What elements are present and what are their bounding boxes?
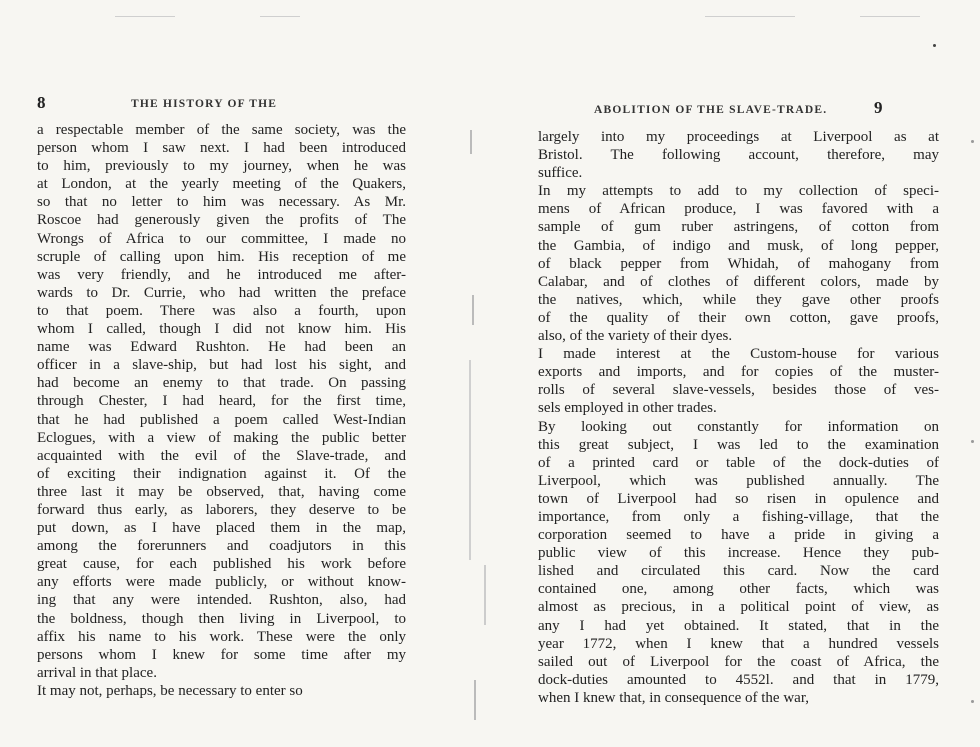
text-line: officer in a slave-ship, but had lost his sight, and (37, 357, 406, 374)
text-line: name was Edward Rushton. He had been an (37, 339, 406, 356)
text-line: acquainted with the evil of the Slave-trade, and (37, 447, 406, 464)
text-line: By looking out constantly for information on (538, 418, 939, 435)
text-line: rolls of several slave-vessels, besides those of ves- (538, 382, 939, 399)
page-number: 8 (37, 93, 46, 112)
text-line: three last it may be observed, that, having come (37, 483, 406, 500)
text-line: Eclogues, with a view of making the public better (37, 429, 406, 446)
text-line: so that no letter to him was necessary. As Mr. (37, 194, 406, 211)
text-line: Roscoe had generously given the profits of The (37, 212, 406, 229)
text-line: In my attempts to add to my collection of speci- (538, 183, 939, 200)
page-edge (969, 120, 977, 740)
text-line: public view of this increase. Hence they pub- (538, 545, 939, 562)
text-line: great cause, for each published his work before (37, 556, 406, 573)
text-line: lished and circulated this card. Now the card (538, 563, 939, 580)
text-line: Calabar, and of clothes of different colors, made by (538, 273, 939, 290)
text-line: ing that any were intended. Rushton, also, had (37, 592, 406, 609)
text-line: the Gambia, of indigo and musk, of long pepper, (538, 237, 939, 254)
text-line: forward thus early, as laborers, they deserve to be (37, 501, 406, 518)
text-line: of the quality of their own cotton, gave proofs, (538, 309, 939, 326)
text-line: affix his name to his work. These were the only (37, 628, 406, 645)
text-line: Liverpool, which was published annually. The (538, 472, 939, 489)
text-line: to that poem. There was also a fourth, upon (37, 302, 406, 319)
text-line: sample of gum ruber astringens, of cotton from (538, 219, 939, 236)
running-head: THE HISTORY OF THE (131, 98, 278, 110)
text-line: I made interest at the Custom-house for various (538, 346, 939, 363)
text-line: scruple of calling upon him. His reception of me (37, 248, 406, 265)
text-line: of exciting their indignation against it. Of the (37, 465, 406, 482)
text-line: contained one, among other facts, which was (538, 581, 939, 598)
body-text (538, 128, 939, 707)
text-line: dock-duties amounted to 4552l. and that in 1779, (538, 671, 939, 688)
text-line: importance, from only a fishing-village, that the (538, 508, 939, 525)
text-line: among the forerunners and coadjutors in this (37, 538, 406, 555)
text-line: at London, at the yearly meeting of the Quakers, (37, 176, 406, 193)
text-line: arrival in that place. (37, 664, 157, 681)
text-line: year 1772, when I knew that a hundred vessels (538, 635, 939, 652)
text-line: suffice. (538, 165, 583, 182)
text-line: It may not, perhaps, be necessary to enter so (37, 682, 303, 699)
text-line: a respectable member of the same society, was the (37, 122, 406, 138)
text-line: was very friendly, and he introduced me after- (37, 266, 406, 283)
text-line: largely into my proceedings at Liverpool as at (538, 129, 939, 145)
text-line: person whom I saw next. I had been introduced (37, 140, 406, 157)
text-line: this great subject, I was led to the examination (538, 436, 939, 453)
text-line: sels employed in other trades. (538, 400, 717, 417)
text-line: had become an enemy to that trade. On passing (37, 375, 406, 392)
text-line: exports and imports, and for copies of the muster- (538, 364, 939, 381)
text-line: any I had yet obtained. It stated, that in the (538, 617, 939, 634)
text-line: any efforts were made publicly, or without know- (37, 574, 406, 591)
text-line: put down, as I have placed them in the map, (37, 520, 406, 537)
text-line: corporation seemed to have a pride in giving a (538, 527, 939, 544)
text-line: sailed out of Liverpool for the coast of Africa, the (538, 653, 939, 670)
text-line: that he had published a poem called West-Indian (37, 411, 406, 428)
text-line: of black pepper from Whidah, of mahogany from (538, 255, 939, 272)
text-line: almost as precious, in a political point of view, as (538, 599, 939, 616)
text-line: mens of African produce, I was favored with a (538, 201, 939, 218)
text-line: the natives, which, while they gave other proofs (538, 291, 939, 308)
page-number: 9 (874, 98, 883, 117)
body-text (37, 121, 406, 700)
text-line: Bristol. The following account, therefore, may (538, 147, 939, 164)
text-line: whom I called, though I did not know him. His (37, 321, 406, 338)
text-line: of a printed card or table of the dock-duties of (538, 454, 939, 471)
text-line: the boldness, though then living in Liverpool, to (37, 610, 406, 627)
text-line: town of Liverpool had so risen in opulence and (538, 490, 939, 507)
running-head: ABOLITION OF THE SLAVE-TRADE. (594, 104, 828, 116)
text-line: when I knew that, in consequence of the war, (538, 689, 809, 706)
text-line: wards to Dr. Currie, who had written the preface (37, 284, 406, 301)
text-line: persons whom I knew for some time after my (37, 646, 406, 663)
text-line: to him, previously to my journey, when he was (37, 158, 406, 175)
text-line: also, of the variety of their dyes. (538, 328, 733, 345)
text-line: Wrongs of Africa to our committee, I made no (37, 230, 406, 247)
right-page (490, 0, 980, 747)
text-line: through Chester, I had heard, for the first time, (37, 393, 406, 410)
